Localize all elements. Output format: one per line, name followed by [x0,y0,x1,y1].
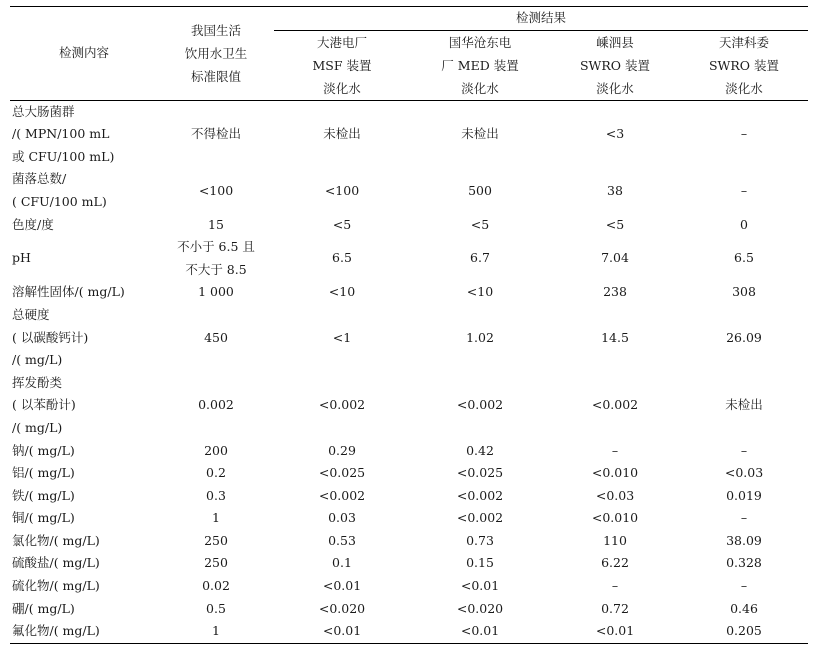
row-value: 7.04 [601,250,629,266]
header-site-guohua: 国华沧东电 厂 MED 装置 淡化水 [410,30,550,100]
row-value: <0.010 [591,465,639,481]
row-value: <0.020 [456,600,504,616]
row-standard [158,168,274,213]
row-standard [158,485,274,508]
row-standard-line: 1 [212,623,220,639]
row-value: <0.01 [550,620,680,643]
header-site-shengsi: 嵊泗县 SWRO 装置 淡化水 [550,30,680,100]
row-value: – [611,442,619,458]
row-value: – [740,578,748,594]
row-value: 0.73 [466,532,494,548]
row-value: 0 [740,216,748,232]
row-value: 500 [468,182,492,198]
row-item-line: /( MPN/100 mL [12,126,110,142]
header-site-tianjin: 天津科委 SWRO 装置 淡化水 [680,30,808,100]
row-standard [158,507,274,530]
table-row [10,530,808,553]
row-standard-line: 15 [208,216,224,232]
row-item-line: 氯化物/( mg/L) [12,532,100,548]
table-row [10,440,808,463]
row-value: 1.02 [466,329,494,345]
row-item [10,214,158,237]
row-standard-line: 450 [204,329,228,345]
row-standard-line: 不得检出 [190,126,241,142]
row-standard-line: 0.2 [206,465,226,481]
row-item-line: 总大肠菌群 [12,103,75,119]
row-value: <5 [605,216,625,232]
row-standard-line: <100 [198,182,234,198]
row-value: <10 [328,284,356,300]
row-value: 110 [603,532,627,548]
header-row [10,7,808,31]
row-value: <0.01 [322,578,362,594]
row-value: 26.09 [726,329,762,345]
row-value: <0.01 [274,620,410,643]
row-value: 未检出 [461,126,499,142]
row-standard-line: 250 [204,532,228,548]
row-standard-line: 0.02 [202,578,230,594]
row-item [10,530,158,553]
row-item-line: /( mg/L) [12,419,63,435]
row-value: <0.002 [456,487,504,503]
row-value: <0.025 [456,465,504,481]
row-item-line: 硫酸盐/( mg/L) [12,555,100,571]
table-row [10,507,808,530]
row-item-line: 铝/( mg/L) [12,465,75,481]
row-item-line: 挥发酚类 [12,374,63,390]
row-item [10,507,158,530]
row-item-line: ( 以碳酸钙计) [12,329,89,345]
table-row [10,552,808,575]
row-item [10,620,158,643]
row-item [10,440,158,463]
row-standard [158,552,274,575]
row-value: 6.5 [332,250,352,266]
water-quality-table [10,6,808,644]
header-results-group: 检测结果 [274,7,808,31]
row-value: 0.1 [332,555,352,571]
table-row [10,214,808,237]
row-value: 0.42 [466,442,494,458]
row-value: 0.72 [601,600,629,616]
table-row [10,575,808,598]
row-value: 0.328 [726,555,762,571]
row-item-line: pH [12,250,31,266]
row-standard [158,620,274,643]
row-standard [158,214,274,237]
table-row [10,372,808,440]
row-standard [158,304,274,372]
row-value: <5 [470,216,490,232]
table-row [10,100,808,168]
row-value: – [611,578,619,594]
row-item-line: 钠/( mg/L) [12,442,75,458]
row-item [10,100,158,168]
row-item [10,372,158,440]
row-value: <0.03 [724,465,764,481]
row-standard-line: 不小于 6.5 且 [177,239,255,255]
row-standard [158,462,274,485]
row-value: <10 [466,284,494,300]
row-standard [158,440,274,463]
row-value: 未检出 [725,397,763,413]
row-standard-line: 0.002 [198,397,234,413]
row-value: 0.15 [466,555,494,571]
row-standard [158,575,274,598]
row-item [10,598,158,621]
row-item [10,304,158,372]
row-value: 0.46 [730,600,758,616]
row-standard-line: 1 000 [198,284,234,300]
row-value: <100 [324,182,360,198]
row-standard-line: 1 [212,510,220,526]
row-standard [158,236,274,281]
row-item-line: /( mg/L) [12,352,63,368]
row-value: 6.5 [734,250,754,266]
row-standard [158,281,274,304]
row-value: <0.01 [460,578,500,594]
row-value: 38.09 [726,532,762,548]
row-value: <5 [332,216,352,232]
row-value: <0.002 [456,397,504,413]
header-standard: 我国生活 饮用水卫生 标准限值 [158,7,274,101]
row-standard-line: 不大于 8.5 [185,261,247,277]
table-row [10,620,808,643]
row-standard [158,598,274,621]
row-value: 0.53 [328,532,356,548]
row-item-line: ( CFU/100 mL) [12,193,107,209]
row-value: – [740,126,748,142]
row-value: <0.002 [456,510,504,526]
row-value: 0.205 [680,620,808,643]
row-item-line: 色度/度 [12,216,54,232]
row-value: – [740,510,748,526]
row-value: 238 [603,284,627,300]
row-value: 未检出 [323,126,361,142]
row-value: <0.010 [591,510,639,526]
row-item [10,236,158,281]
table-row [10,462,808,485]
row-value: <0.002 [591,397,639,413]
row-value: <0.03 [595,487,635,503]
table-row [10,281,808,304]
row-value: <0.01 [410,620,550,643]
row-item-line: 菌落总数/ [12,171,67,187]
table-row [10,598,808,621]
row-standard [158,372,274,440]
header-site-dagang: 大港电厂 MSF 装置 淡化水 [274,30,410,100]
table-row [10,485,808,508]
table-row [10,236,808,281]
row-standard [158,530,274,553]
row-item [10,281,158,304]
row-value: <0.002 [318,487,366,503]
row-value: <3 [605,126,625,142]
row-standard-line: 250 [204,555,228,571]
row-value: 0.29 [328,442,356,458]
row-value: 308 [732,284,756,300]
row-item [10,462,158,485]
row-item-line: 铜/( mg/L) [12,510,75,526]
row-value: <0.002 [318,397,366,413]
header-item: 检测内容 [10,7,158,101]
row-value: 0.019 [726,487,762,503]
row-value: <1 [332,329,352,345]
row-value: 14.5 [601,329,629,345]
row-item-line: 溶解性固体/( mg/L) [12,284,125,300]
row-value: 38 [607,182,623,198]
row-item-line: 硫化物/( mg/L) [12,578,100,594]
row-item-line: 硼/( mg/L) [12,600,75,616]
table-row [10,168,808,213]
row-item-line: 氟化物/( mg/L) [12,623,100,639]
row-standard-line: 0.3 [206,487,226,503]
row-item [10,485,158,508]
row-value: 6.22 [601,555,629,571]
row-value: <0.020 [318,600,366,616]
row-item-line: 或 CFU/100 mL) [12,148,115,164]
row-item [10,575,158,598]
row-item [10,552,158,575]
row-standard-line: 200 [204,442,228,458]
row-value: – [740,442,748,458]
row-item [10,168,158,213]
row-item-line: ( 以苯酚计) [12,397,76,413]
row-value: – [740,182,748,198]
row-item-line: 铁/( mg/L) [12,487,75,503]
row-value: 0.03 [328,510,356,526]
table-body [10,100,808,643]
row-standard-line: 0.5 [206,600,226,616]
table-row [10,304,808,372]
row-value: <0.025 [318,465,366,481]
row-standard [158,100,274,168]
row-value: 6.7 [470,250,490,266]
row-item-line: 总硬度 [12,306,50,322]
